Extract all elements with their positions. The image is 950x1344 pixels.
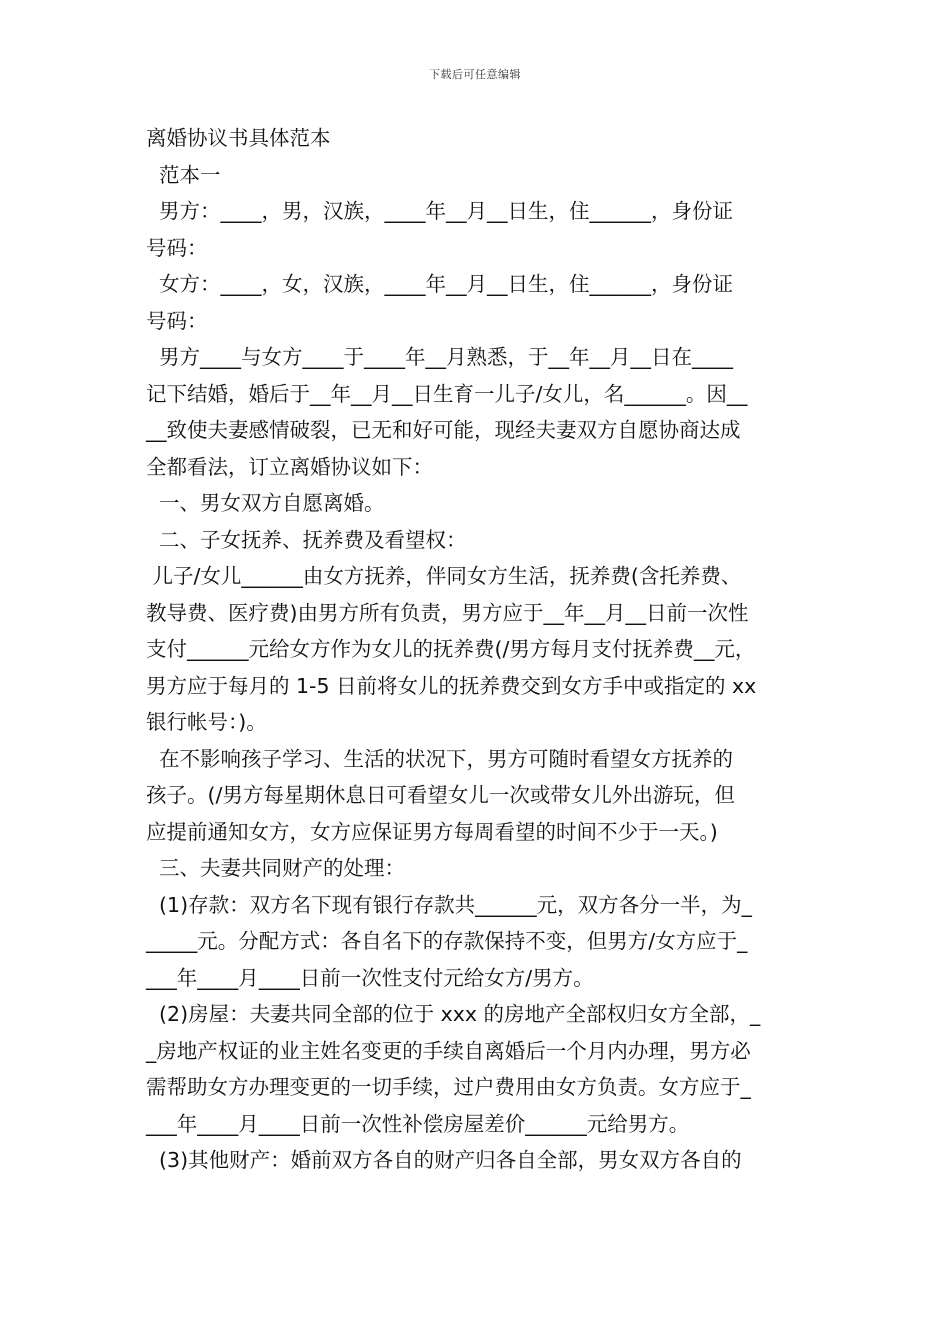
paragraph-line: 需帮助女方办理变更的一切手续，过户费用由女方负责。女方应于_ [146,1075,751,1099]
section-heading: 一、男女双方自愿离婚。 [146,491,385,515]
paragraph-line: _____元。分配方式：各自名下的存款保持不变，但男方/女方应于_ [146,929,748,953]
document-body [146,120,806,1179]
paragraph-line: 号码： [146,308,208,333]
paragraph-line: 银行帐号：)。 [146,710,267,734]
paragraph-line: 全都看法，订立离婚协议如下： [146,454,433,479]
paragraph-line: (1)存款：双方名下现有银行存款共______元，双方各分一半，为_ [146,892,752,917]
paragraph-line: 孩子。(/男方每星期休息日可看望女儿一次或带女儿外出游玩，但 [146,783,735,807]
paragraph-line: 在不影响孩子学习、生活的状况下，男方可随时看望女方抚养的 [146,746,734,771]
paragraph-line: 范本一 [146,162,221,187]
paragraph-line: 教导费、医疗费)由男方所有负责，男方应于__年__月__日前一次性 [146,600,749,625]
paragraph-line: 号码： [146,235,208,260]
paragraph-line: ___年____月____日前一次性补偿房屋差价______元给男方。 [146,1111,690,1136]
paragraph-line: 记下结婚，婚后于__年__月__日生育一儿子/女儿，名______。因__ [146,381,748,406]
paragraph-line: 男方：____，男，汉族，____年__月__日生，住______，身份证 [146,199,734,223]
section-heading: 三、夫妻共同财产的处理： [146,856,406,880]
paragraph-line: ___年____月____日前一次性支付元给女方/男方。 [146,965,594,990]
paragraph-line: 男方____与女方____于____年__月熟悉，于__年__月__日在____ [146,345,734,369]
paragraph-line: 女方：____，女，汉族，____年__月__日生，住______，身份证 [146,272,734,296]
paragraph-line: _房地产权证的业主姓名变更的手续自离婚后一个月内办理，男方必 [146,1038,751,1063]
paragraph-line: __致使夫妻感情破裂，已无和好可能，现经夫妻双方自愿协商达成 [146,418,741,442]
page-header-note: 下载后可任意编辑 [429,68,521,81]
paragraph-line: 支付______元给女方作为女儿的抚养费(/男方每月支付抚养费__元， [146,637,756,661]
paragraph-line: 男方应于每月的 1-5 日前将女儿的抚养费交到女方手中或指定的 xx [146,673,757,698]
paragraph-line: 应提前通知女方，女方应保证男方每周看望的时间不少于一天。) [146,819,718,844]
document-title: 离婚协议书具体范本 [146,126,331,150]
section-heading: 二、子女抚养、抚养费及看望权： [146,527,467,552]
paragraph-line: (2)房屋：夫妻共同全部的位于 xxx 的房地产全部权归女方全部，_ [146,1002,761,1026]
paragraph-line: 儿子/女儿______由女方抚养，伴同女方生活，抚养费(含托养费、 [146,564,742,588]
paragraph-line: (3)其他财产：婚前双方各自的财产归各自全部，男女双方各自的 [146,1148,742,1172]
